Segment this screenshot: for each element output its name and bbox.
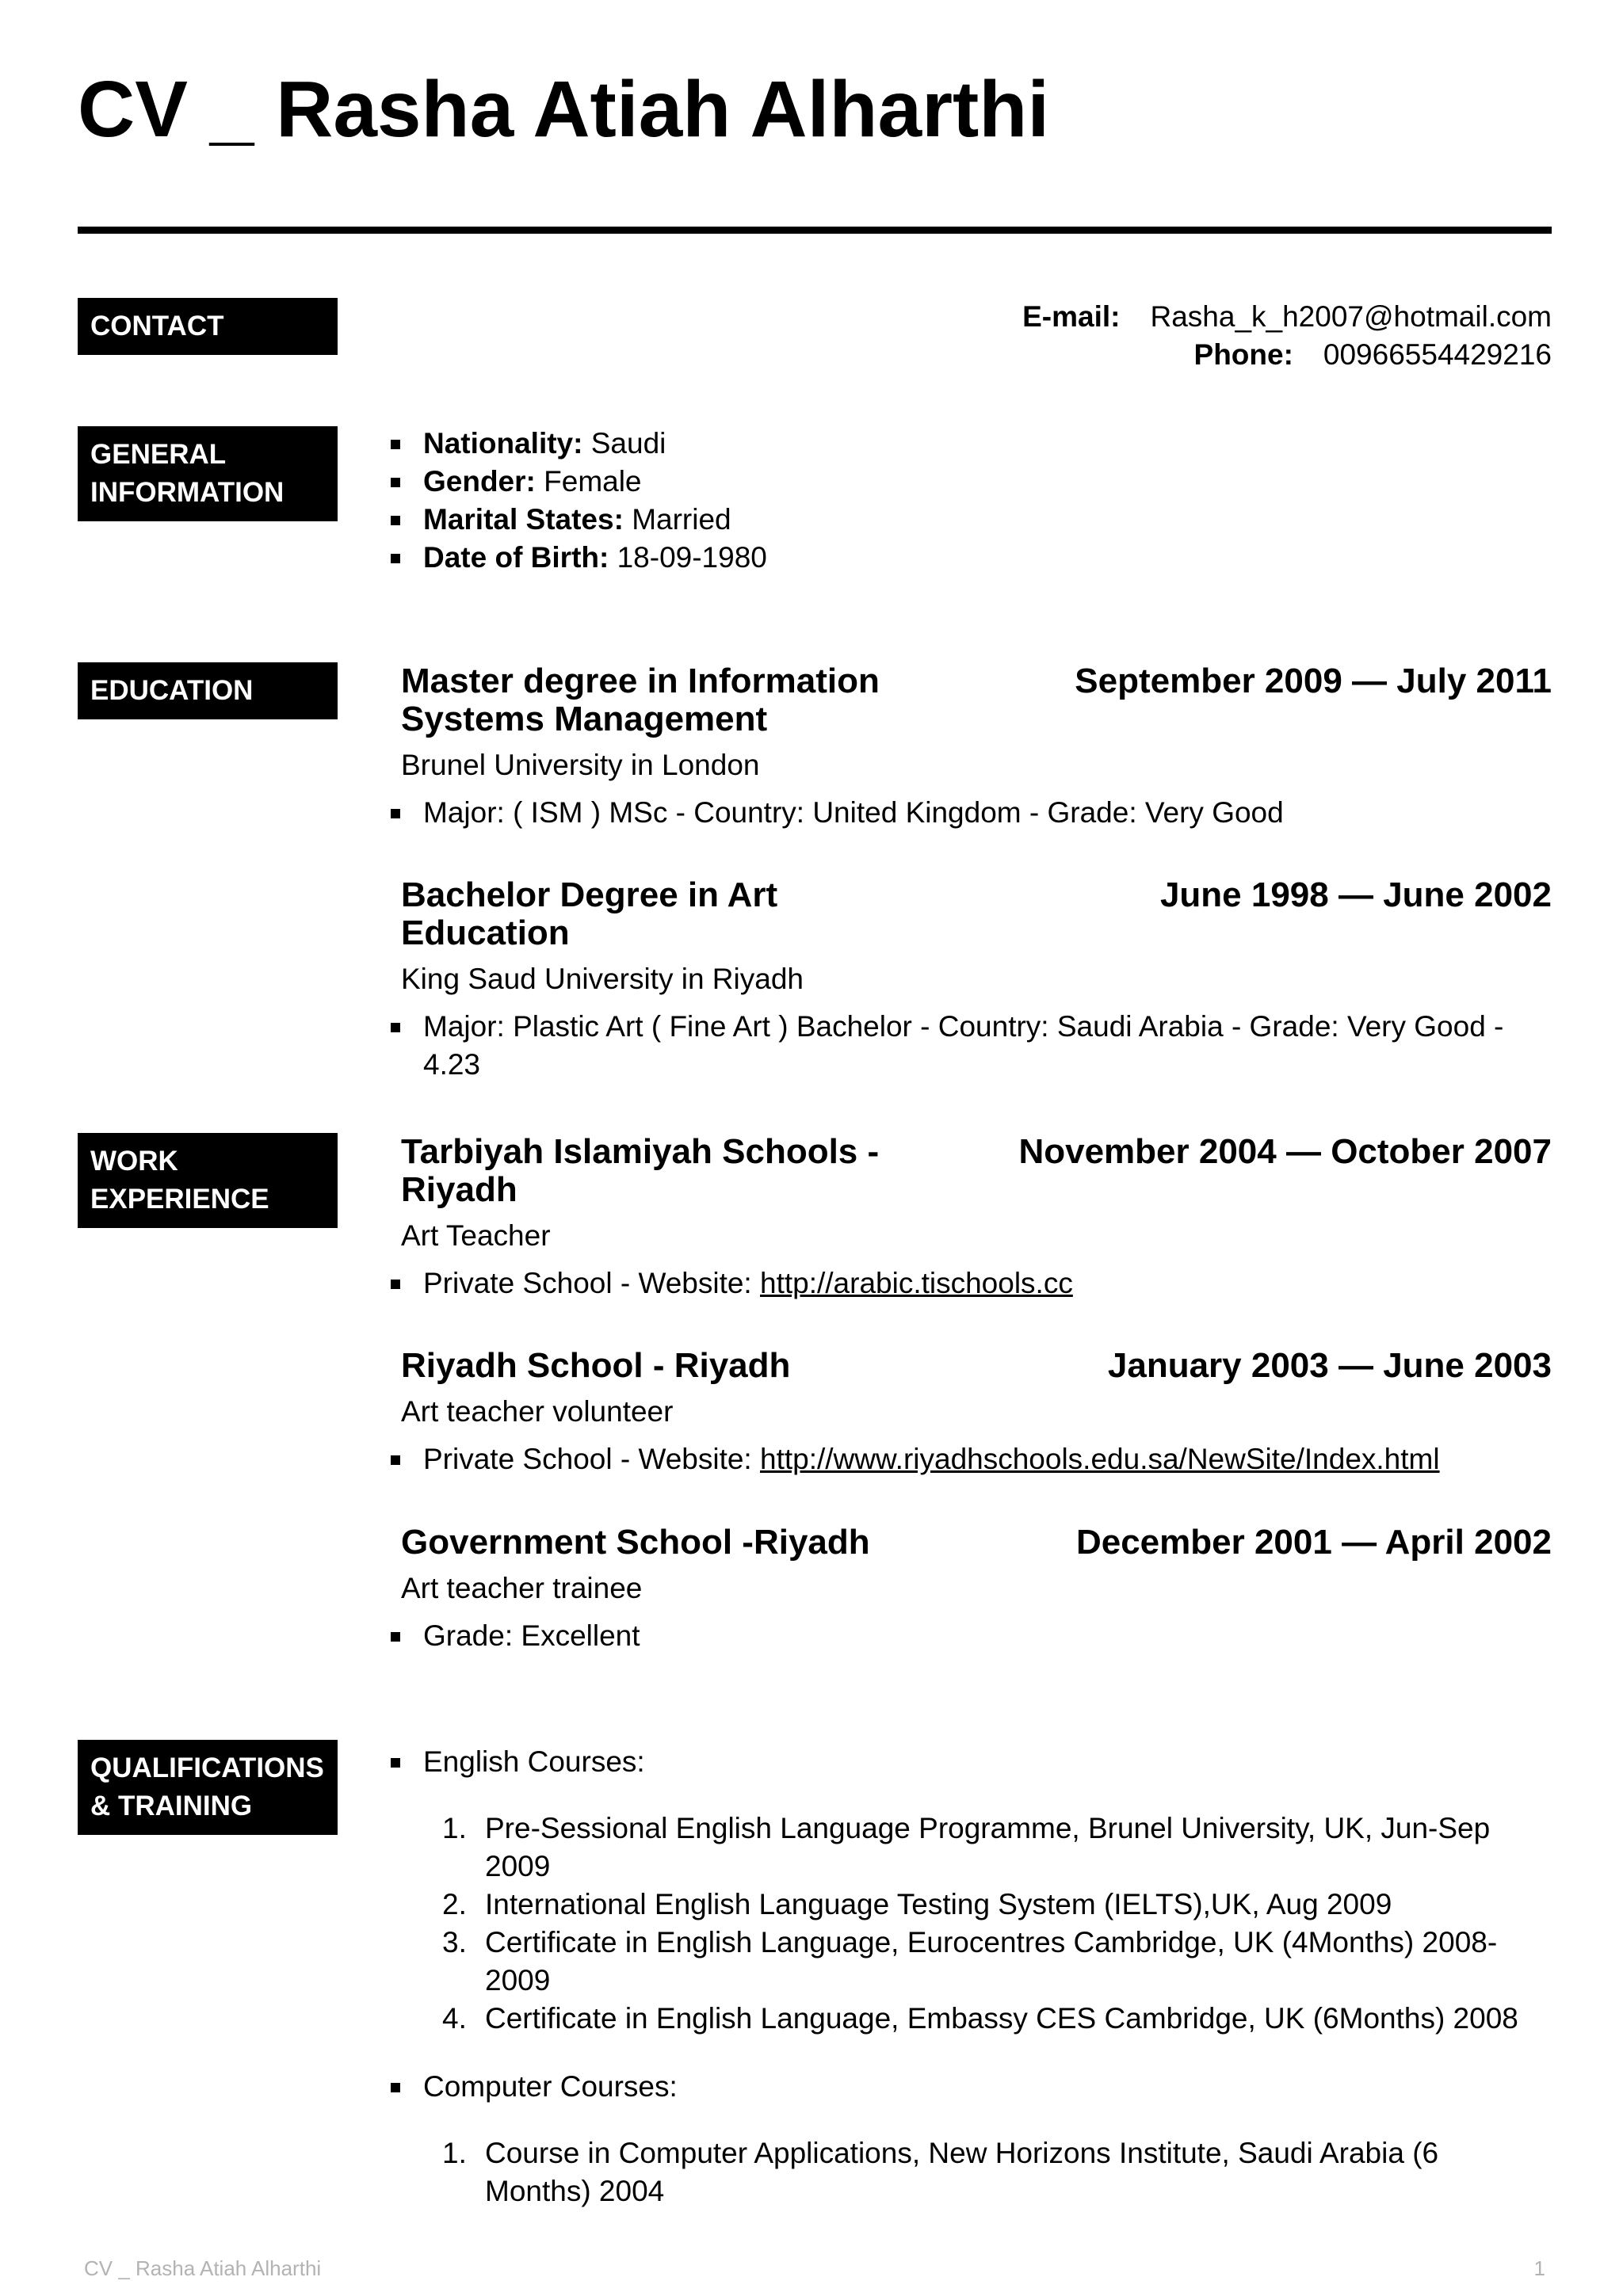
entry-institution: Brunel University in London — [401, 749, 760, 781]
list-item — [401, 539, 1552, 577]
section-label-qualifications: QUALIFICATIONS & TRAINING — [78, 1740, 338, 1835]
qualifications-block — [401, 1743, 1552, 2210]
item-number: 2. — [442, 1888, 467, 1920]
section-label-general: GENERAL INFORMATION — [78, 426, 338, 521]
item-text: International English Language Testing System (IELTS),UK, Aug 2009 — [485, 1888, 1392, 1920]
item-number: 3. — [442, 1926, 467, 1958]
entry-title: Master degree in Information Systems Management — [401, 662, 880, 738]
email-value: Rasha_k_h2007@hotmail.com — [1150, 300, 1552, 333]
list-item — [401, 425, 1552, 463]
entry-title: Riyadh School - Riyadh — [401, 1346, 791, 1385]
list-item — [401, 2000, 1552, 2038]
entry-dates: December 2001 — April 2002 — [1075, 1523, 1552, 1562]
phone-value: 00966554429216 — [1323, 338, 1552, 371]
entry-header — [401, 1524, 1552, 1562]
entry-role: Art Teacher — [401, 1219, 551, 1252]
item-text: Course in Computer Applications, New Horizons Institute, Saudi Arabia (6 Months) 2004 — [485, 2137, 1439, 2207]
entry-detail: Grade: Excellent — [401, 1617, 1552, 1655]
title-divider — [78, 227, 1552, 234]
contact-block — [1022, 298, 1552, 374]
item-number: 4. — [442, 2002, 467, 2035]
entry-detail: Major: Plastic Art ( Fine Art ) Bachelor - Country: Saudi Arabia - Grade: Very Good - 4.23 — [401, 1008, 1552, 1084]
list-item — [401, 501, 1552, 539]
section-label-contact: CONTACT — [78, 298, 338, 355]
field-label: Gender: — [423, 465, 536, 498]
entry-dates: January 2003 — June 2003 — [1107, 1346, 1552, 1385]
entry-header — [401, 1133, 1552, 1209]
entry-title: Bachelor Degree in Art Education — [401, 875, 778, 952]
entry-title: Tarbiyah Islamiyah Schools - Riyadh — [401, 1132, 880, 1209]
entry-role: Art teacher trainee — [401, 1572, 643, 1604]
item-text: Certificate in English Language, Embassy CES Cambridge, UK (6Months) 2008 — [485, 2002, 1518, 2035]
field-value: Saudi — [582, 427, 666, 460]
website-link[interactable]: http://www.riyadhschools.edu.sa/NewSite/Index.html — [760, 1443, 1440, 1475]
entry-title: Government School -Riyadh — [401, 1523, 870, 1562]
item-number: 1. — [442, 2137, 467, 2169]
field-label: Date of Birth: — [423, 541, 609, 574]
computer-courses-list — [401, 2134, 1552, 2210]
entry-detail — [401, 1440, 1552, 1478]
item-number: 1. — [442, 1812, 467, 1844]
phone-row — [1022, 336, 1552, 374]
phone-label: Phone: — [1193, 338, 1293, 371]
entry-role: Art teacher volunteer — [401, 1395, 674, 1428]
list-item — [401, 2134, 1552, 2210]
list-item — [401, 1810, 1552, 1886]
list-item — [401, 1886, 1552, 1924]
english-courses-list — [401, 1810, 1552, 2038]
education-entry — [401, 662, 1552, 832]
entry-dates: November 2004 — October 2007 — [1018, 1132, 1552, 1171]
item-text: Pre-Sessional English Language Programme, Brunel University, UK, Jun-Sep 2009 — [485, 1812, 1491, 1882]
page-number: 1 — [1533, 2256, 1545, 2280]
email-row — [1022, 298, 1552, 336]
work-entry — [401, 1133, 1552, 1302]
work-entry — [401, 1524, 1552, 1655]
education-entry — [401, 876, 1552, 1084]
detail-text: Private School - Website: — [423, 1443, 760, 1475]
entry-header — [401, 1347, 1552, 1385]
page-title: CV _ Rasha Atiah Alharthi — [78, 65, 1050, 154]
general-info-list — [401, 425, 1552, 577]
list-item — [401, 1924, 1552, 2000]
entry-header — [401, 662, 1552, 738]
entry-detail — [401, 1264, 1552, 1302]
item-text: Certificate in English Language, Eurocentres Cambridge, UK (4Months) 2008-2009 — [485, 1926, 1498, 1997]
detail-text: Private School - Website: — [423, 1267, 760, 1299]
entry-dates: June 1998 — June 2002 — [1159, 875, 1552, 914]
section-label-work: WORK EXPERIENCE — [78, 1133, 338, 1228]
field-value: 18-09-1980 — [609, 541, 767, 574]
field-value: Female — [535, 465, 642, 498]
field-value: Married — [623, 503, 731, 536]
list-item — [401, 463, 1552, 501]
field-label: Marital States: — [423, 503, 624, 536]
field-label: Nationality: — [423, 427, 583, 460]
email-label: E-mail: — [1022, 300, 1121, 333]
website-link[interactable]: http://arabic.tischools.cc — [760, 1267, 1073, 1299]
computer-courses-heading: Computer Courses: — [401, 2068, 1552, 2106]
english-courses-heading: English Courses: — [401, 1743, 1552, 1781]
work-entry — [401, 1347, 1552, 1478]
entry-header — [401, 876, 1552, 952]
entry-institution: King Saud University in Riyadh — [401, 963, 804, 995]
footer-title: CV _ Rasha Atiah Alharthi — [84, 2256, 322, 2280]
section-label-education: EDUCATION — [78, 662, 338, 719]
entry-dates: September 2009 — July 2011 — [1075, 662, 1552, 700]
entry-detail: Major: ( ISM ) MSc - Country: United Kingdom - Grade: Very Good — [401, 794, 1552, 832]
